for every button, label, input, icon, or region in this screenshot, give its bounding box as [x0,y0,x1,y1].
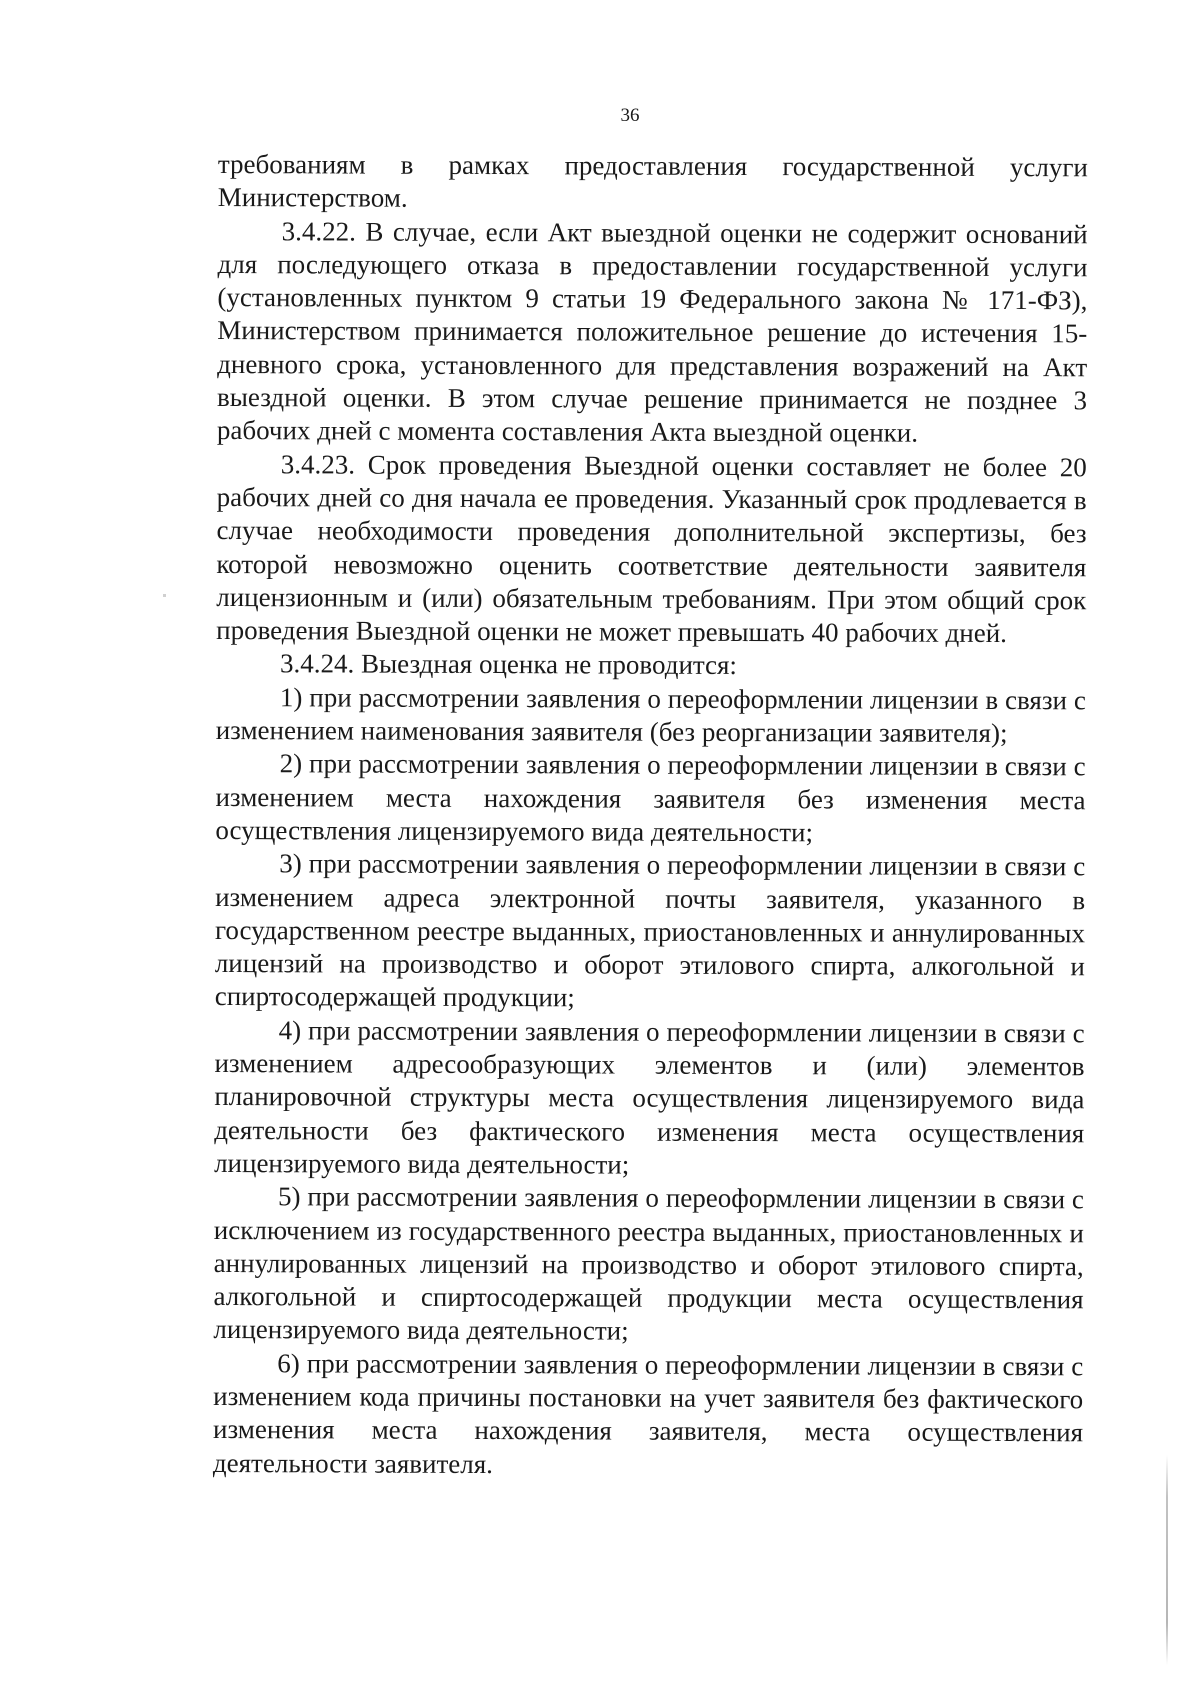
page-number: 36 [620,105,640,126]
document-body [213,148,1088,1483]
list-item-4: 4) при рассмотрении заявления о переоформлении лицензии в связи с изменением адресообразующих элементов и (или) элементов планировочной структуры места осуществления лицензируемого вида деятельности без фактического изменения места осуществления лицензируемого вида деятельности; [214,1014,1085,1180]
list-item-1: 1) при рассмотрении заявления о переоформлении лицензии в связи с изменением наименования заявителя (без реорганизации заявителя); [215,681,1086,749]
paragraph-3-4-22: 3.4.22. В случае, если Акт выездной оценки не содержит оснований для последующего отказа в предоставлении государственной услуги (установленных пунктом 9 статьи 19 Федерального закона № 171-ФЗ), Министерством принимается положительное решение до истечения 15-дневного срока, установленного для представления возражений на Акт выездной оценки. В этом случае решение принимается не позднее 3 рабочих дней с момента составления Акта выездной оценки. [216,215,1088,449]
list-item-5: 5) при рассмотрении заявления о переоформлении лицензии в связи с исключением из государственного реестра выданных, приостановленных и аннулированных лицензий на производство и оборот этилового спирта, алкогольной и спиртосодержащей продукции места осуществления лицензируемого вида деятельности; [213,1181,1085,1346]
scan-edge-mark [1166,1455,1168,1665]
paragraph-3-4-23: 3.4.23. Срок проведения Выездной оценки составляет не более 20 рабочих дней со дня начала ее проведения. Указанный срок продлевается в случае необходимости проведения дополнительной экспертизы, без которой невозможно оценить соответствие деятельности заявителя лицензионным и (или) обязательным требованиям. При этом общий срок проведения Выездной оценки не может превышать 40 рабочих дней. [216,448,1087,649]
list-item-2: 2) при рассмотрении заявления о переоформлении лицензии в связи с изменением места нахождения заявителя без изменения места осуществления лицензируемого вида деятельности; [215,748,1086,848]
paragraph-3-4-24: 3.4.24. Выездная оценка не проводится: [279,648,738,681]
scan-speck [163,594,166,597]
list-item-6: 6) при рассмотрении заявления о переоформлении лицензии в связи с изменением кода причины постановки на учет заявителя без фактического изменения места нахождения заявителя, места осуществления деятельности заявителя. [212,1347,1084,1479]
paragraph-continuation: требованиям в рамках предоставления государственной услуги Министерством. [217,149,1088,214]
list-item-3: 3) при рассмотрении заявления о переоформлении лицензии в связи с изменением адреса электронной почты заявителя, указанного в государственном реестре выданных, приостановленных и аннулированных лицензий на производство и оборот этилового спирта, алкогольной и спиртосодержащей продукции; [214,848,1086,1013]
